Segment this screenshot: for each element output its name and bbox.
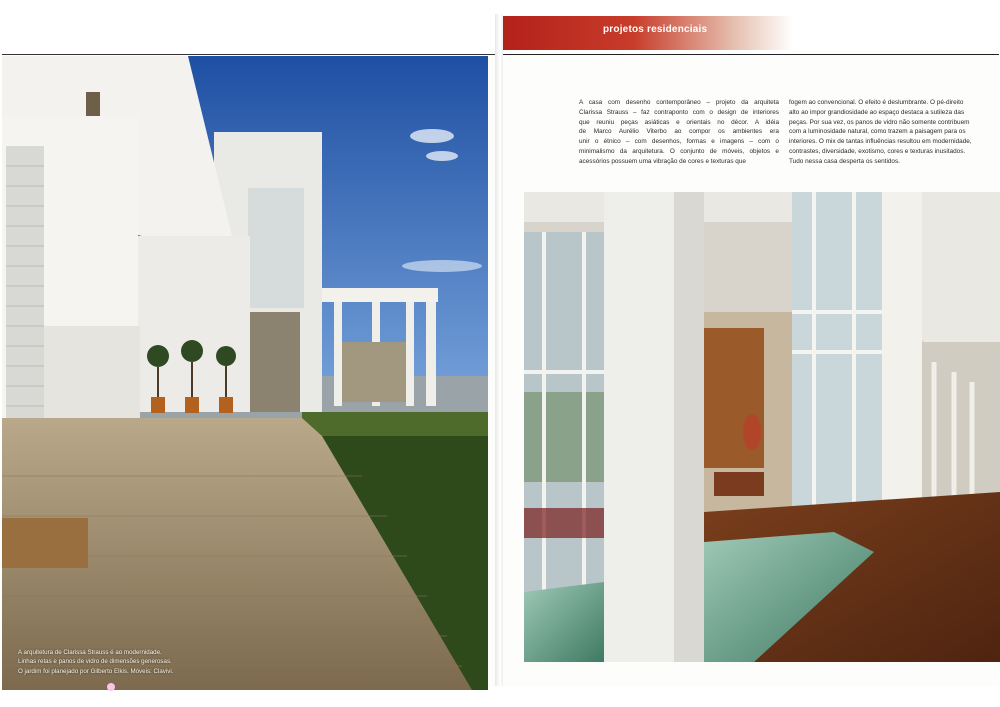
caption-line-2: Linhas retas e panos de vidro de dimensões generosas. xyxy=(18,658,172,665)
right-page xyxy=(503,14,999,686)
interior-living-room-illustration xyxy=(524,192,1000,662)
exterior-terrace-illustration xyxy=(2,56,488,690)
article-line: que reuniu peças asiáticas e orientais no décor. A idéia xyxy=(579,118,779,126)
article-line: unir o étnico – com desenhos, formas e imagens – com o xyxy=(579,138,779,146)
article-line: fogem ao convencional. O efeito é deslumbrante. O pé-direito xyxy=(789,99,964,106)
left-page-header-rule xyxy=(2,14,498,55)
left-page xyxy=(2,14,498,686)
article-line: peças. Por sua vez, os panos de vidro não somente contribuem xyxy=(789,118,970,126)
interior-living-room-photo xyxy=(524,192,1000,662)
section-tab xyxy=(503,16,793,50)
article-line: alto ao impor grandiosidade ao espaço destaca a sutileza das xyxy=(789,108,965,116)
article-line: A casa com desenho contemporâneo – projeto da arquiteta xyxy=(579,99,779,106)
section-title: projetos residenciais xyxy=(603,24,708,35)
article-line: acessórios possuem uma vibração de cores e texturas que xyxy=(579,157,746,165)
caption-line-1: A arquitetura de Clarissa Strauss é ao modernidade. xyxy=(18,648,162,656)
article-line: Tudo nessa casa desperta os sentidos. xyxy=(789,157,900,165)
pink-mark xyxy=(107,683,115,691)
article-line: de Marco Aurélio Viterbo ao compor os ambientes era xyxy=(579,128,779,136)
article-line: com a luminosidade natural, como trazem a paisagem para os xyxy=(789,128,966,136)
caption-line-3: O jardim foi planejado por Gilberto Elkis. Móveis: Clavivi. xyxy=(18,667,174,675)
exterior-terrace-photo xyxy=(2,56,488,690)
photo-caption xyxy=(18,648,238,677)
article-column-1 xyxy=(579,98,779,167)
article-line: minimalismo da arquitetura. O conjunto de móveis, objetos e xyxy=(579,147,779,155)
article-line: Clarissa Strauss – faz contraponto com o design de interiores xyxy=(579,108,779,116)
article-line: interiores. O mix de tantas influências resultou em modernidade, xyxy=(789,138,972,146)
right-page-header xyxy=(503,14,999,55)
article-line: contrastes, diversidade, exotismo, cores e texturas inusitados. xyxy=(789,147,966,155)
article-column-2 xyxy=(789,98,989,167)
